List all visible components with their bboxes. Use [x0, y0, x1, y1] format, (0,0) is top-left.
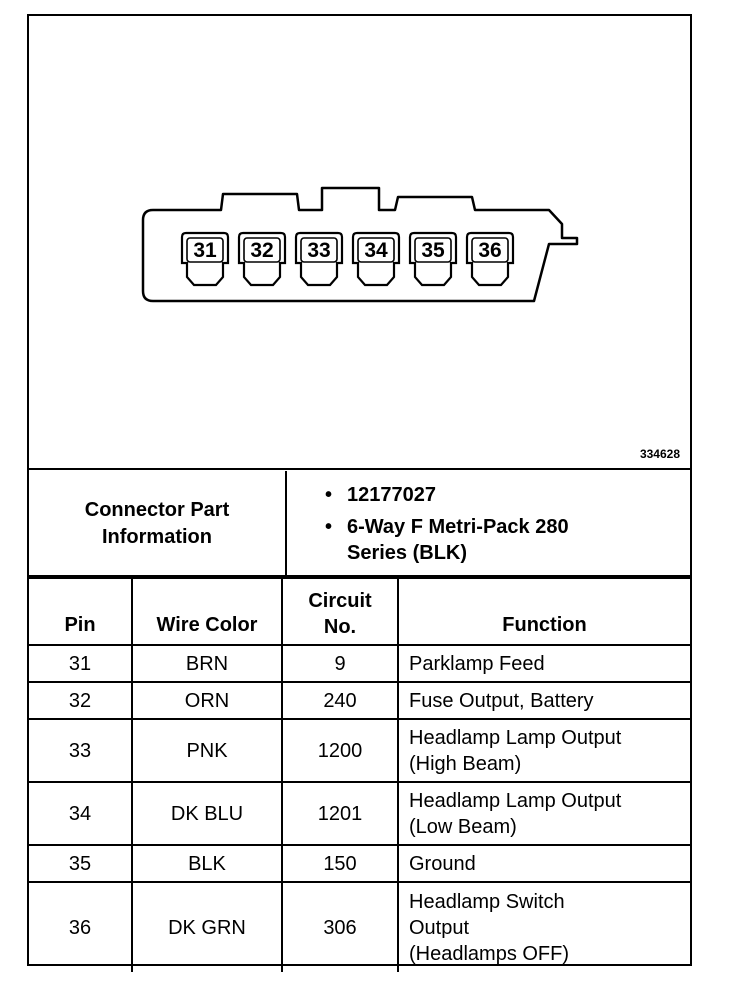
- pin-number-31: 31: [193, 239, 217, 262]
- function-cell: [398, 682, 690, 719]
- table-row: [29, 719, 690, 782]
- table-row: [29, 882, 690, 972]
- pin-number-35: 35: [421, 239, 445, 262]
- connector-label-line2: Information: [102, 526, 212, 548]
- connector-part-info-label: [29, 472, 285, 576]
- pin-cell: 31: [29, 645, 132, 682]
- connector-type-item: [325, 514, 685, 566]
- pinout-table: [29, 577, 690, 972]
- wire-color-cell: BRN: [132, 645, 282, 682]
- pin-number-32: 32: [250, 239, 274, 262]
- circuit-cell: 1200: [282, 719, 398, 782]
- function-cell: [398, 719, 690, 782]
- function-line: Ground: [409, 852, 476, 875]
- circuit-cell: 150: [282, 845, 398, 882]
- circuit-cell: 9: [282, 645, 398, 682]
- connector-face-drawing: [29, 16, 690, 468]
- function-cell: [398, 882, 690, 972]
- function-line: Output: [409, 916, 470, 939]
- wire-color-cell: PNK: [132, 719, 282, 782]
- function-line: Headlamp Lamp Output: [409, 726, 622, 749]
- table-row: [29, 782, 690, 845]
- function-line: Headlamp Lamp Output: [409, 789, 622, 812]
- pin-cell: 35: [29, 845, 132, 882]
- part-number-item: [325, 482, 685, 508]
- connector-label-line1: Connector Part: [84, 499, 230, 521]
- function-line: (High Beam): [409, 752, 522, 775]
- header-circuit-line1: Circuit: [308, 590, 372, 612]
- function-cell: [398, 782, 690, 845]
- header-wire-color: Wire Color: [132, 578, 282, 645]
- wire-color-cell: ORN: [132, 682, 282, 719]
- bullet-icon: •: [325, 484, 333, 506]
- info-divider: [285, 471, 287, 577]
- diagram-divider: [29, 468, 690, 470]
- wire-color-cell: DK BLU: [132, 782, 282, 845]
- pin-cell: 34: [29, 782, 132, 845]
- header-pin: Pin: [29, 578, 132, 645]
- function-line: Parklamp Feed: [409, 652, 545, 675]
- header-circuit: [282, 578, 398, 645]
- pinout-rows: [29, 645, 690, 972]
- function-cell: [398, 645, 690, 682]
- figure-id: 334628: [639, 447, 680, 461]
- circuit-cell: 240: [282, 682, 398, 719]
- circuit-cell: 1201: [282, 782, 398, 845]
- bullet-icon: •: [325, 516, 333, 538]
- table-row: [29, 845, 690, 882]
- function-line: (Low Beam): [409, 815, 517, 838]
- table-row: [29, 645, 690, 682]
- function-line: (Headlamps OFF): [409, 942, 570, 965]
- pin-cell: 33: [29, 719, 132, 782]
- pin-number-33: 33: [307, 239, 331, 262]
- pin-cell: 32: [29, 682, 132, 719]
- circuit-cell: 306: [282, 882, 398, 972]
- function-line: Headlamp Switch: [409, 890, 565, 913]
- connector-type-line2: Series (BLK): [347, 542, 468, 564]
- function-line: Fuse Output, Battery: [409, 689, 594, 712]
- connector-sheet: [27, 14, 692, 966]
- wire-color-cell: DK GRN: [132, 882, 282, 972]
- table-header-row: [29, 578, 690, 645]
- connector-diagram: [29, 16, 690, 468]
- header-circuit-line2: No.: [323, 616, 357, 638]
- connector-part-info-values: [325, 482, 685, 572]
- part-number: 12177027: [347, 484, 436, 506]
- pin-number-34: 34: [364, 239, 388, 262]
- header-function: Function: [398, 578, 690, 645]
- table-row: [29, 682, 690, 719]
- connector-type-line1: 6-Way F Metri-Pack 280: [347, 516, 569, 538]
- pin-cell: 36: [29, 882, 132, 972]
- function-cell: [398, 845, 690, 882]
- wire-color-cell: BLK: [132, 845, 282, 882]
- pin-number-36: 36: [478, 239, 502, 262]
